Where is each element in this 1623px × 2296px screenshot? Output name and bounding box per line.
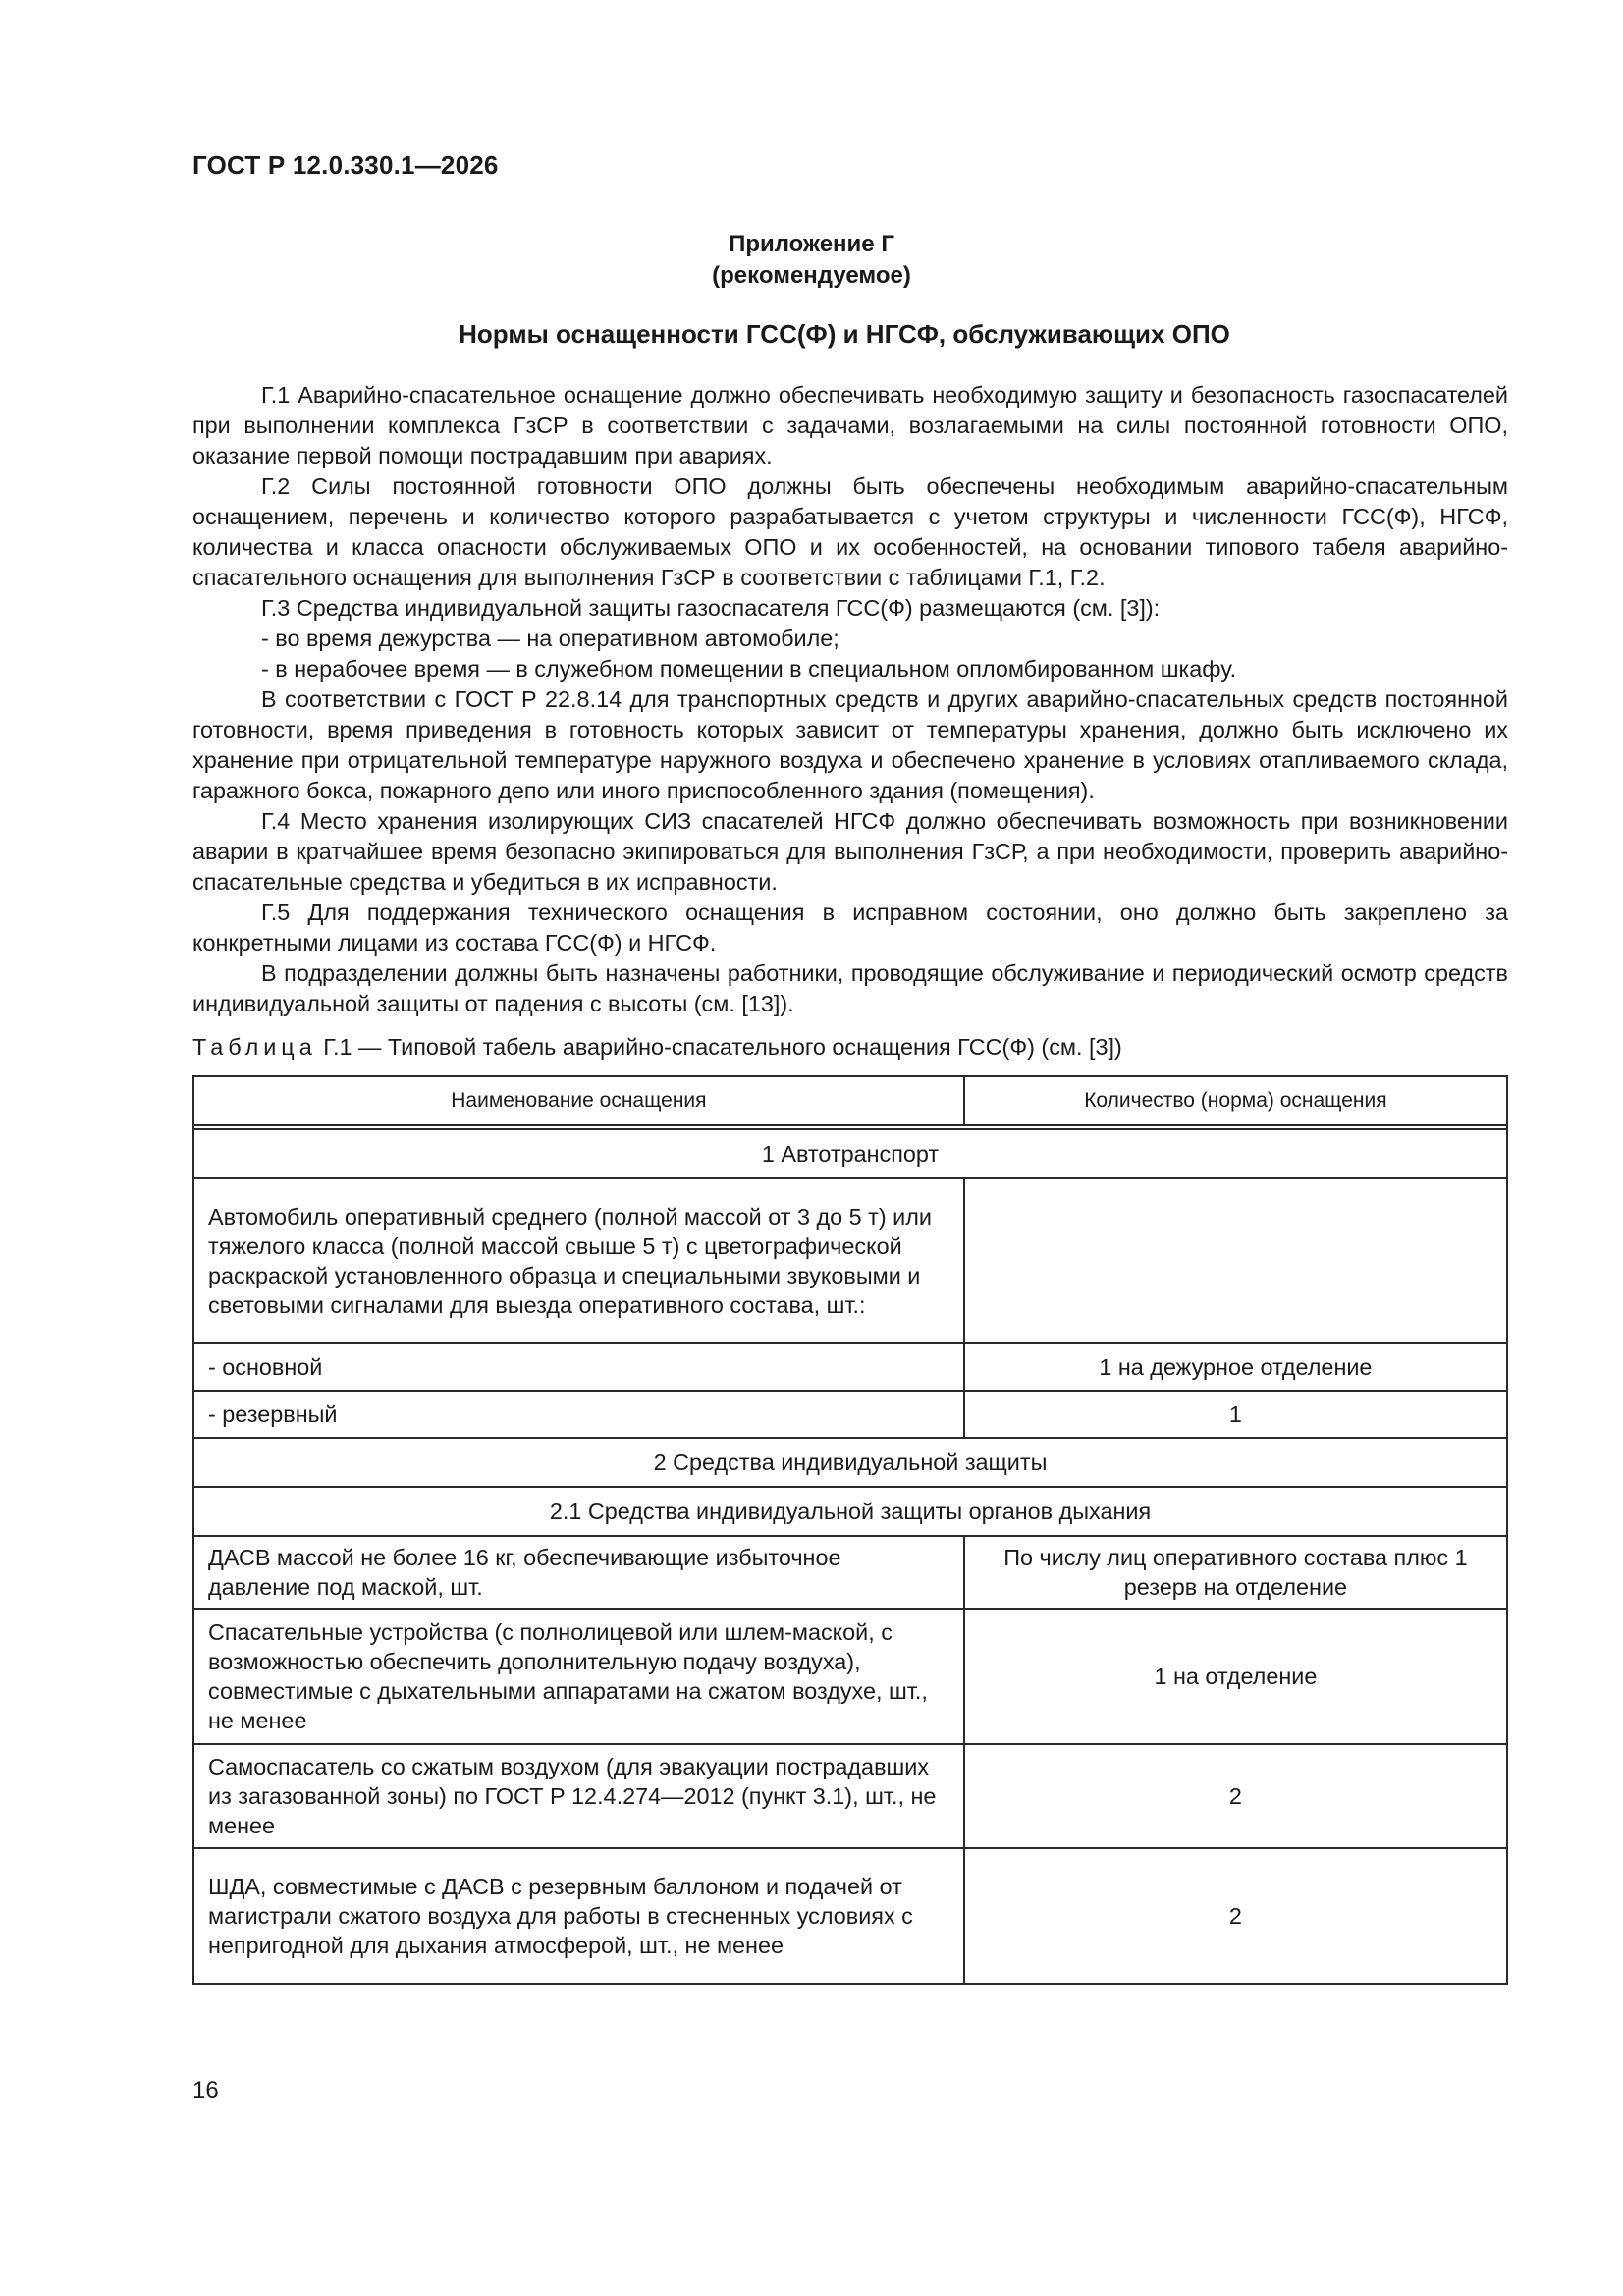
table-row: [193, 1744, 1507, 1848]
cell-qty: [964, 1178, 1507, 1343]
cell-name: - резервный: [193, 1391, 964, 1438]
cell-name: Автомобиль оперативный среднего (полной массой от 3 до 5 т) или тяжелого класса (полной массой свыше 5 т) с цветографической раскраской установленного образца и специальными звуковыми и световыми сигналами для выезда оперативного состава, шт.:: [193, 1178, 964, 1343]
table-caption-label: Таблица: [192, 1034, 317, 1060]
table-row: [193, 1609, 1507, 1744]
table-row: [193, 1178, 1507, 1343]
cell-qty: 2: [964, 1848, 1507, 1984]
cell-qty: 1: [964, 1391, 1507, 1438]
body-text: [192, 380, 1508, 1019]
table-section-row: [193, 1129, 1507, 1178]
paragraph-inspection: В подразделении должны быть назначены работники, проводящие обслуживание и периодический осмотр средств индивидуальной защиты от падения с высоты (см. [13]).: [192, 960, 1508, 1016]
section-respiratory: 2.1 Средства индивидуальной защиты органов дыхания: [193, 1487, 1507, 1536]
table-caption-text: Г.1 — Типовой табель аварийно-спасательного оснащения ГСС(Ф) (см. [3]): [323, 1034, 1122, 1060]
page-number: 16: [192, 2077, 219, 2104]
paragraph-g5: Г.5 Для поддержания технического оснащения в исправном состоянии, оно должно быть закреплено за конкретными лицами из состава ГСС(Ф) и НГСФ.: [192, 900, 1508, 956]
paragraph-g1: Г.1 Аварийно-спасательное оснащение должно обеспечивать необходимую защиту и безопасность газоспасателей при выполнении комплекса ГзСР в соответствии с задачами, возлагаемыми на силы постоянной готовности ОПО, оказание первой помощи пострадавшим при авариях.: [192, 382, 1508, 468]
cell-qty: По числу лиц оперативного состава плюс 1 резерв на отделение: [964, 1536, 1507, 1609]
paragraph-g2: Г.2 Силы постоянной готовности ОПО должны быть обеспечены необходимым аварийно-спасательным оснащением, перечень и количество которого разрабатывается с учетом структуры и численности ГСС(Ф), НГСФ, количества и класса опасности обслуживаемых ОПО и их особенностей, на основании типового табеля аварийно-спасательного оснащения для выполнения ГзСР в соответствии с таблицами Г.1, Г.2.: [192, 473, 1508, 590]
paragraph-storage: В соответствии с ГОСТ Р 22.8.14 для транспортных средств и других аварийно-спасательных средств постоянной готовности, время приведения в готовность которых зависит от температуры хранения, должно быть исключено их хранение при отрицательной температуре наружного воздуха и обеспечено хранение в условиях отапливаемого склада, гаражного бокса, пожарного депо или иного приспособленного здания (помещения).: [192, 686, 1508, 803]
cell-qty: 2: [964, 1744, 1507, 1848]
section-title: Нормы оснащенности ГСС(Ф) и НГСФ, обслуживающих ОПО: [459, 319, 1230, 349]
cell-name: - основной: [193, 1343, 964, 1391]
table-section-row: [193, 1487, 1507, 1536]
table-section-row: [193, 1438, 1507, 1487]
cell-name: Спасательные устройства (с полнолицевой или шлем-маской, с возможностью обеспечить дополнительную подачу воздуха), совместимые с дыхательными аппаратами на сжатом воздухе, шт., не менее: [193, 1609, 964, 1744]
table-row: [193, 1391, 1507, 1438]
section-vehicles: 1 Автотранспорт: [193, 1129, 1507, 1178]
appendix-status: (рекомендуемое): [712, 262, 911, 289]
section-ppe: 2 Средства индивидуальной защиты: [193, 1438, 1507, 1487]
document-id-header: ГОСТ Р 12.0.330.1—2026: [192, 150, 499, 180]
cell-name: Самоспасатель со сжатым воздухом (для эвакуации пострадавших из загазованной зоны) по ГОСТ Р 12.4.274—2012 (пункт 3.1), шт., не менее: [193, 1744, 964, 1848]
cell-qty: 1 на отделение: [964, 1609, 1507, 1744]
paragraph-g4: Г.4 Место хранения изолирующих СИЗ спасателей НГСФ должно обеспечивать возможность при возникновении аварии в кратчайшее время безопасно экипироваться для выполнения ГзСР, а при необходимости, проверить аварийно-спасательные средства и убедиться в их исправности.: [192, 808, 1508, 895]
table-row: [193, 1536, 1507, 1609]
appendix-label: Приложение Г: [729, 231, 894, 257]
table-row: [193, 1343, 1507, 1391]
header-quantity: Количество (норма) оснащения: [964, 1076, 1507, 1125]
cell-qty: 1 на дежурное отделение: [964, 1343, 1507, 1391]
equipment-table: [192, 1075, 1508, 1985]
table-caption: [192, 1034, 1122, 1061]
table-header-row: [193, 1076, 1507, 1125]
paragraph-g3: Г.3 Средства индивидуальной защиты газоспасателя ГСС(Ф) размещаются (см. [3]):: [261, 595, 1161, 621]
cell-name: ШДА, совместимые с ДАСВ с резервным баллоном и подачей от магистрали сжатого воздуха для работы в стесненных условиях с непригодной для дыхания атмосферой, шт., не менее: [193, 1848, 964, 1984]
table-row: [193, 1848, 1507, 1984]
list-item-duty: - во время дежурства — на оперативном автомобиле;: [261, 626, 839, 651]
header-equipment-name: Наименование оснащения: [193, 1076, 964, 1125]
cell-name: ДАСВ массой не более 16 кг, обеспечивающие избыточное давление под маской, шт.: [193, 1536, 964, 1609]
list-item-offhours: - в нерабочее время — в служебном помещении в специальном опломбированном шкафу.: [261, 656, 1237, 682]
